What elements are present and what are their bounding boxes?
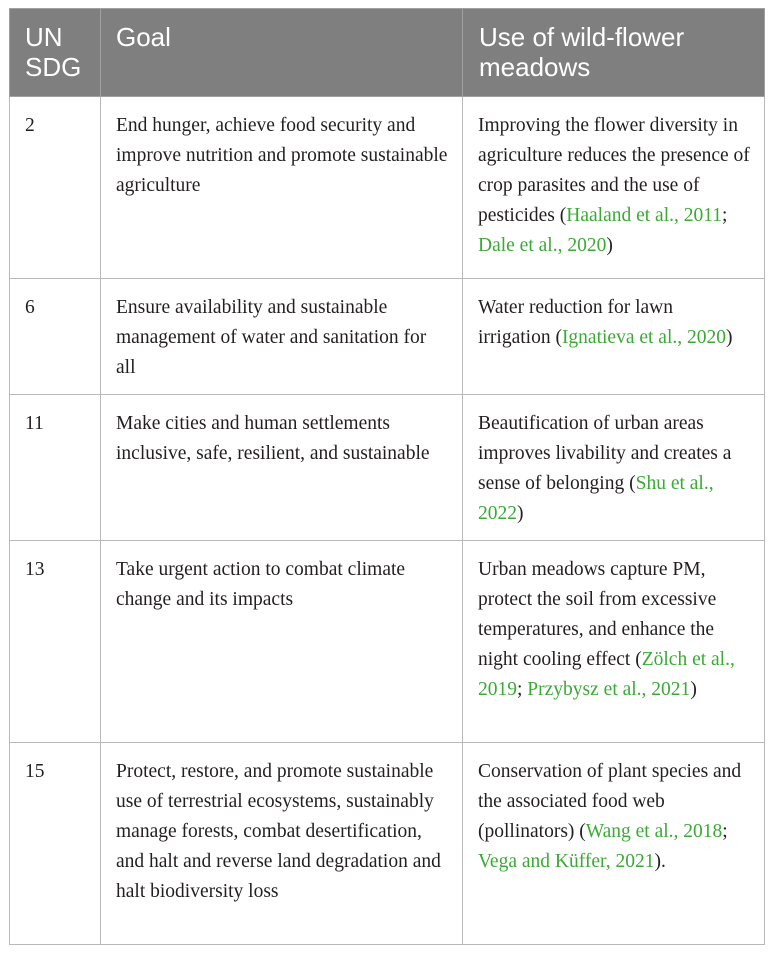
citation-link[interactable]: Wang et al., 2018 bbox=[585, 821, 723, 842]
header-use-of-wild-flower-meadows: Use of wild-flower meadows bbox=[463, 9, 765, 97]
citation-link[interactable]: Vega and Küffer, 2021 bbox=[478, 851, 655, 872]
use-text-part: Improving the flower diversity in agriculture reduces the presence of crop parasites and the use of pesticides ( bbox=[478, 115, 750, 226]
table-row bbox=[10, 279, 765, 395]
use-text-part: Conservation of plant species and the associated food web (pollinators) ( bbox=[478, 761, 742, 842]
table-header bbox=[10, 9, 765, 97]
citation-link[interactable]: Dale et al., 2020 bbox=[478, 235, 607, 256]
citation-link[interactable]: Zölch et al., 2019 bbox=[478, 649, 735, 700]
use-text-part: ). bbox=[654, 851, 666, 872]
use-text-part: Beautification of urban areas improves livability and creates a sense of belonging ( bbox=[478, 413, 732, 494]
goal-text: End hunger, achieve food security and improve nutrition and promote sustainable agriculture bbox=[101, 97, 463, 279]
sdg-number: 15 bbox=[10, 743, 101, 945]
sdg-number: 6 bbox=[10, 279, 101, 395]
use-text-part: ) bbox=[690, 679, 697, 700]
use-text bbox=[463, 541, 765, 743]
use-text-part: ; bbox=[722, 205, 728, 226]
sdg-number: 13 bbox=[10, 541, 101, 743]
use-text-part: Water reduction for lawn irrigation ( bbox=[478, 297, 673, 348]
use-text-part: Urban meadows capture PM, protect the soil from excessive temperatures, and enhance the night cooling effect ( bbox=[478, 559, 717, 670]
citation-link[interactable]: Przybysz et al., 2021 bbox=[527, 679, 691, 700]
table-row bbox=[10, 743, 765, 945]
use-text bbox=[463, 395, 765, 541]
table-body bbox=[10, 97, 765, 945]
sdg-number: 11 bbox=[10, 395, 101, 541]
table-row bbox=[10, 97, 765, 279]
goal-text: Make cities and human settlements inclusive, safe, resilient, and sustainable bbox=[101, 395, 463, 541]
use-text-part: ; bbox=[517, 679, 528, 700]
table-row bbox=[10, 395, 765, 541]
header-un-sdg: UN SDG bbox=[10, 9, 101, 97]
citation-link[interactable]: Ignatieva et al., 2020 bbox=[561, 327, 727, 348]
goal-text: Take urgent action to combat climate change and its impacts bbox=[101, 541, 463, 743]
citation-link[interactable]: Haaland et al., 2011 bbox=[566, 205, 723, 226]
table-row bbox=[10, 541, 765, 743]
use-text-part: ) bbox=[606, 235, 613, 256]
header-goal: Goal bbox=[101, 9, 463, 97]
goal-text: Ensure availability and sustainable management of water and sanitation for all bbox=[101, 279, 463, 395]
citation-link[interactable]: Shu et al., 2022 bbox=[478, 473, 714, 524]
use-text-part: ; bbox=[722, 821, 728, 842]
sdg-table bbox=[9, 8, 765, 945]
use-text bbox=[463, 743, 765, 945]
use-text bbox=[463, 97, 765, 279]
use-text-part: ) bbox=[517, 503, 524, 524]
goal-text: Protect, restore, and promote sustainable use of terrestrial ecosystems, sustainably manage forests, combat desertification, and halt and reverse land degradation and halt biodiversity loss bbox=[101, 743, 463, 945]
use-text bbox=[463, 279, 765, 395]
use-text-part: ) bbox=[726, 327, 733, 348]
sdg-number: 2 bbox=[10, 97, 101, 279]
header-row bbox=[10, 9, 765, 97]
